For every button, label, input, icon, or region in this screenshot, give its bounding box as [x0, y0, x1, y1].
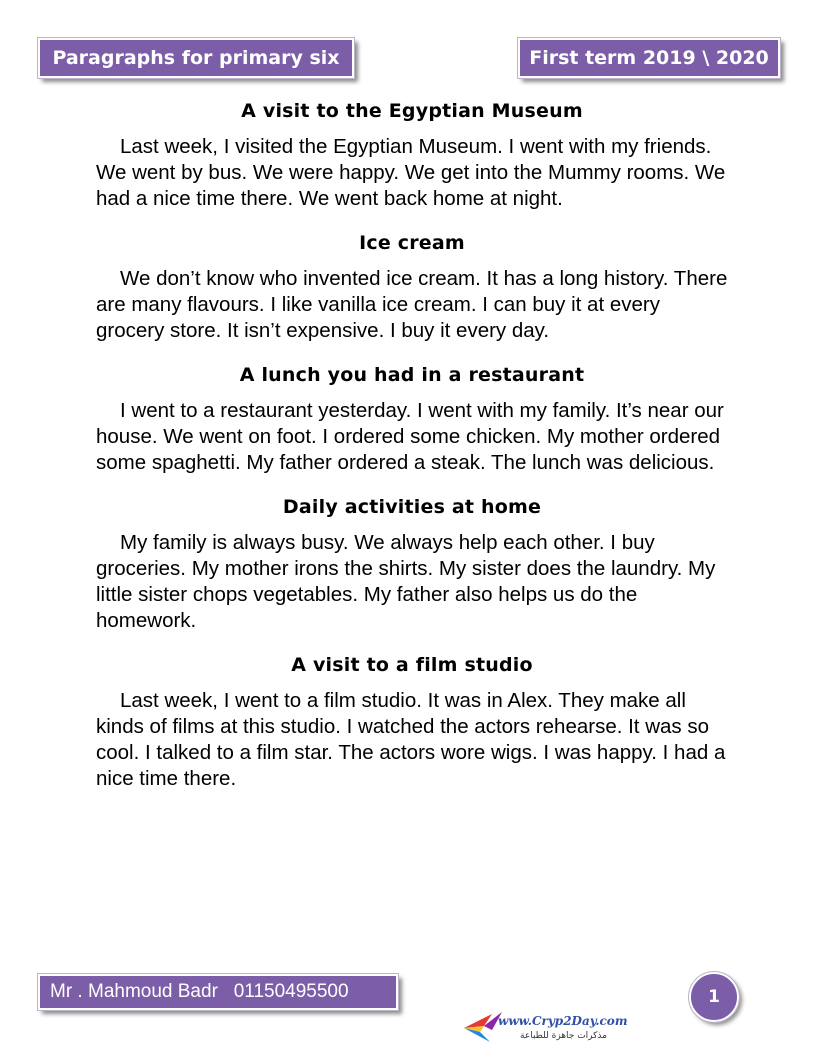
logo-url-text: www.Cryp2Day.com	[498, 1014, 628, 1028]
header-title-badge: Paragraphs for primary six	[38, 38, 354, 78]
section-paragraph: I went to a restaurant yesterday. I went with my family. It’s near our house. We went on foot. I ordered some chicken. My mother ordered some spaghetti. My father ordered a steak. The lunch was delicious.	[96, 399, 724, 474]
logo-subtitle: مذكرات جاهزة للطباعة	[520, 1031, 607, 1041]
page-number-badge: 1	[689, 972, 739, 1022]
section-title: Daily activities at home	[282, 496, 542, 518]
section-title: A visit to the Egyptian Museum	[241, 100, 583, 122]
section-paragraph: We don’t know who invented ice cream. It has a long history. There are many flavours. I like vanilla ice cream. I can buy it at every grocery store. It isn’t expensive. I buy it every day.	[96, 267, 728, 342]
teacher-contact-badge: Mr . Mahmoud Badr 01150495500	[38, 974, 398, 1010]
section-title: Ice cream	[359, 232, 465, 254]
section-title: A visit to a film studio	[291, 654, 533, 676]
section-title: A lunch you had in a restaurant	[239, 364, 585, 386]
section-paragraph: Last week, I went to a film studio. It was in Alex. They make all kinds of films at this studio. I watched the actors rehearse. It was so cool. I talked to a film star. The actors wore wigs. I was happy. I had a nice time there.	[96, 689, 726, 790]
section-paragraph: My family is always busy. We always help each other. I buy groceries. My mother irons the shirts. My sister does the laundry. My little sister chops vegetables. My father also helps us do the homework.	[96, 531, 716, 632]
section-paragraph: Last week, I visited the Egyptian Museum. I went with my friends. We went by bus. We were happy. We get into the Mummy rooms. We had a nice time there. We went back home at night.	[96, 135, 726, 210]
header-term-badge: First term 2019 \ 2020	[518, 38, 780, 78]
site-logo	[462, 1002, 632, 1050]
paragraphs-content	[96, 94, 728, 806]
